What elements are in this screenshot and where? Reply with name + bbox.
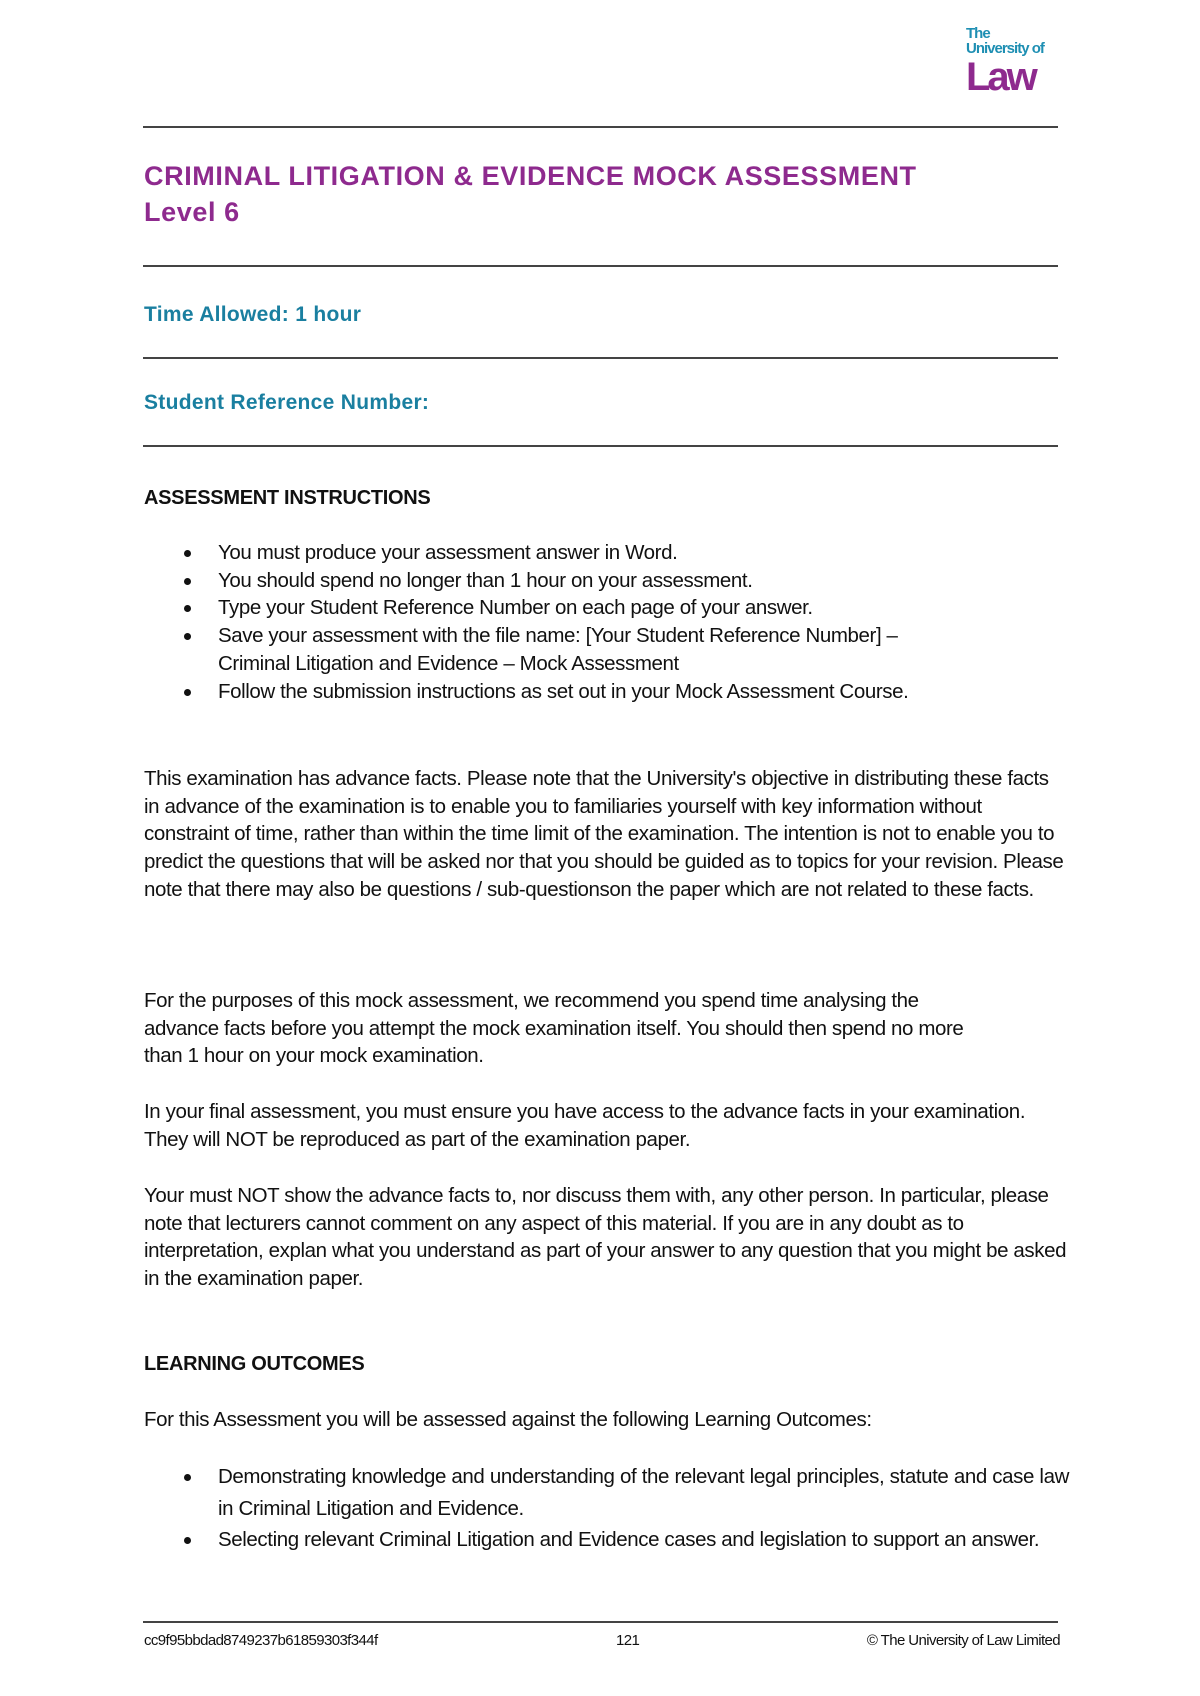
bullet-icon bbox=[184, 605, 191, 612]
title-level: Level 6 bbox=[144, 197, 240, 227]
learning-outcomes-heading: LEARNING OUTCOMES bbox=[144, 1353, 365, 1375]
bullet-icon bbox=[184, 689, 191, 696]
bullet-icon bbox=[184, 550, 191, 557]
bullet-icon bbox=[184, 1474, 191, 1481]
footer-page-number: 121 bbox=[616, 1632, 640, 1649]
divider-after-time bbox=[143, 357, 1058, 359]
assessment-instructions-heading: ASSESSMENT INSTRUCTIONS bbox=[144, 487, 431, 509]
footer-copyright: © The University of Law Limited bbox=[866, 1632, 1060, 1649]
learning-outcomes-intro: For this Assessment you will be assessed against the following Learning Outcomes: bbox=[144, 1408, 872, 1431]
title-line-1: CRIMINAL LITIGATION & EVIDENCE MOCK ASSESSMENT bbox=[144, 161, 917, 191]
page-title bbox=[144, 158, 917, 230]
footer-divider bbox=[143, 1621, 1058, 1623]
divider-after-student-ref bbox=[143, 445, 1058, 447]
list-item: You must produce your assessment answer in Word. bbox=[144, 539, 1069, 567]
list-item: Demonstrating knowledge and understanding of the relevant legal principles, statute and case law in Criminal Litigation and Evidence. bbox=[144, 1461, 1069, 1524]
list-item: Follow the submission instructions as set out in your Mock Assessment Course. bbox=[144, 678, 1069, 706]
divider-top bbox=[143, 126, 1058, 128]
instructions-list bbox=[144, 539, 1069, 705]
student-reference-label: Student Reference Number: bbox=[144, 391, 430, 414]
divider-after-title bbox=[143, 265, 1058, 267]
bullet-icon bbox=[184, 1537, 191, 1544]
advance-facts-paragraph: This examination has advance facts. Please note that the University's objective in distributing these facts in advance of the examination is to enable you to familiaries yourself with key information without constraint of time, rather than within the time limit of the examination. The intention is not to enable you to predict the questions that will be asked nor that you should be guided as to topics for your revision. Please note that there may also be questions / sub-questionson the paper which are not related to these facts. bbox=[144, 767, 1064, 901]
list-item: You should spend no longer than 1 hour on your assessment. bbox=[144, 567, 1069, 595]
confidentiality-paragraph: Your must NOT show the advance facts to, nor discuss them with, any other person. In particular, please note that lecturers cannot comment on any aspect of this material. If you are in any doubt as to interpretation, explan what you understand as part of your answer to any question that you might be asked in the examination paper. bbox=[144, 1184, 1067, 1291]
bullet-icon bbox=[184, 633, 191, 640]
logo-text-law: Law bbox=[966, 55, 1035, 99]
mock-assessment-paragraph: For the purposes of this mock assessment, we recommend you spend time analysing the advance facts before you attempt the mock examination itself. You should then spend no more than 1 hour on your mock examination. bbox=[144, 989, 964, 1068]
list-item: Type your Student Reference Number on each page of your answer. bbox=[144, 594, 1069, 622]
bullet-icon bbox=[184, 578, 191, 585]
time-allowed: Time Allowed: 1 hour bbox=[144, 303, 362, 326]
list-item: Selecting relevant Criminal Litigation and Evidence cases and legislation to support an answer. bbox=[144, 1524, 1069, 1556]
logo-text-the: The bbox=[966, 25, 990, 42]
university-of-law-logo bbox=[966, 26, 1066, 106]
footer-document-id: cc9f95bbdad8749237b61859303f344f bbox=[144, 1632, 378, 1649]
final-assessment-paragraph: In your final assessment, you must ensure you have access to the advance facts in your examination. They will NOT be reproduced as part of the examination paper. bbox=[144, 1100, 1026, 1151]
logo-text-university-of: University of bbox=[966, 40, 1044, 57]
list-item: Save your assessment with the file name: [Your Student Reference Number] – Criminal Litigation and Evidence – Mock Assessment bbox=[144, 622, 1069, 677]
learning-outcomes-list bbox=[144, 1461, 1069, 1556]
